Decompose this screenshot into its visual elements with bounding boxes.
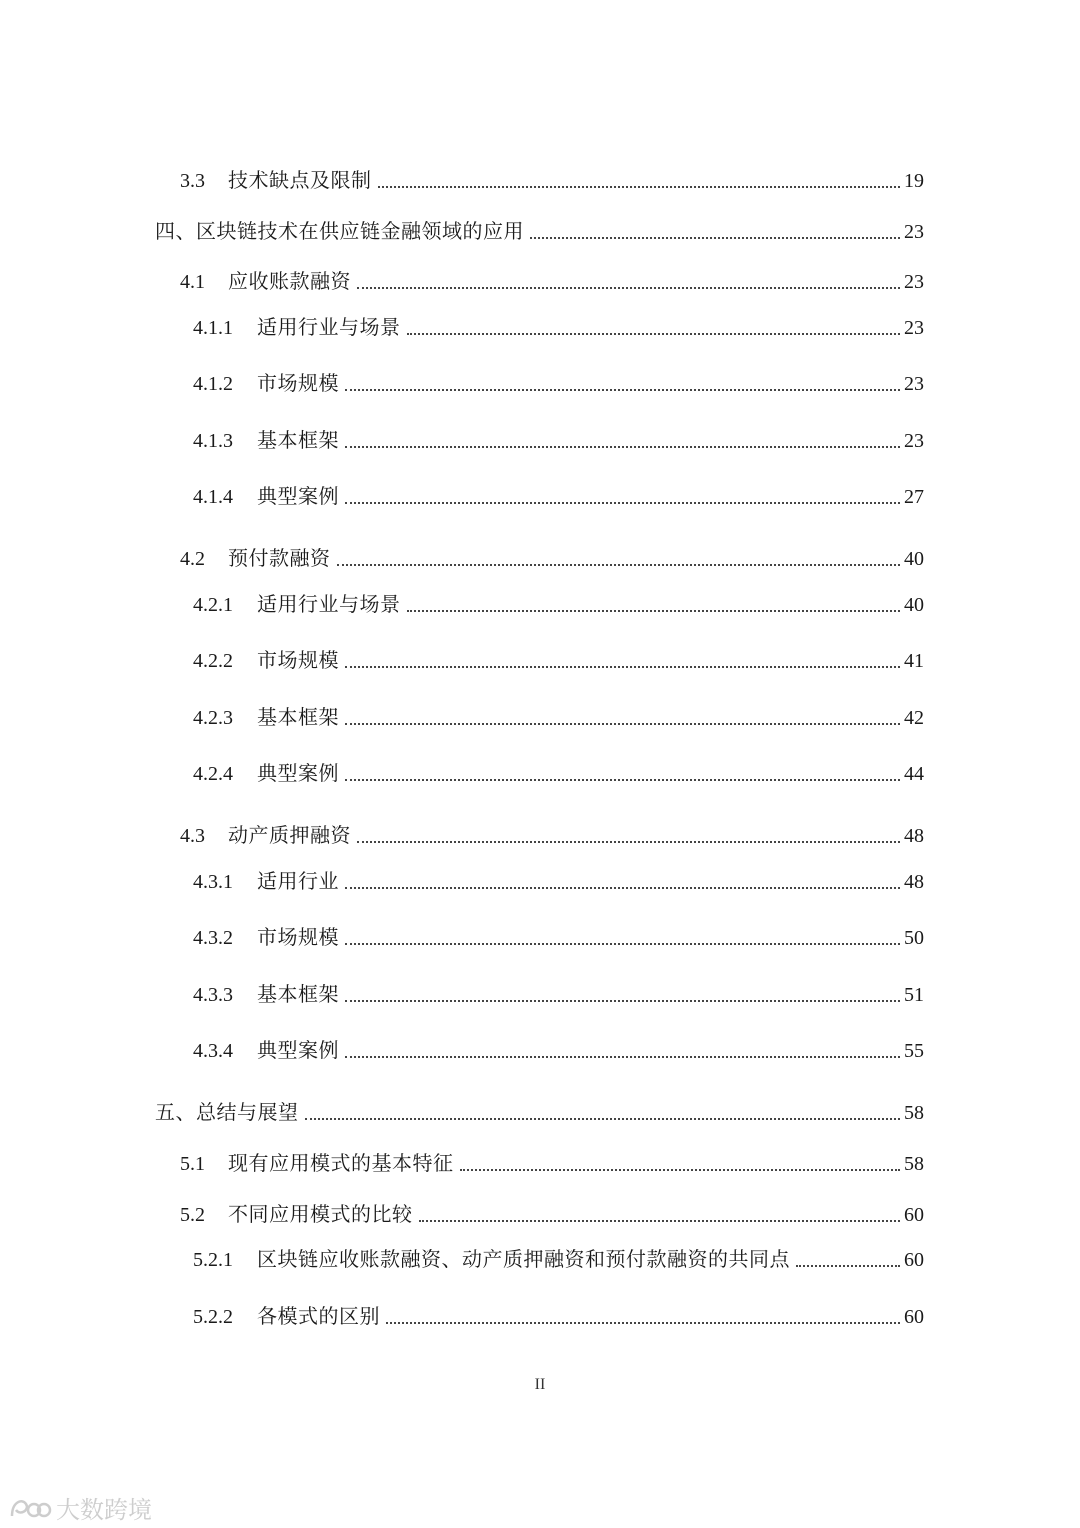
toc-entry-number: 4.2 [180, 548, 205, 570]
toc-entry[interactable] [155, 215, 924, 245]
dot-leader [345, 887, 900, 889]
toc-entry-page: 51 [904, 984, 924, 1006]
toc-entry-title: 基本框架 [257, 984, 339, 1006]
dot-leader [378, 186, 901, 188]
dot-leader [305, 1118, 901, 1120]
toc-entry-page: 27 [904, 486, 924, 508]
toc-entry[interactable] [193, 644, 924, 674]
toc-entry-page: 40 [904, 594, 924, 616]
toc-entry-page: 44 [904, 763, 924, 785]
toc-entry-number: 4.2.1 [193, 594, 233, 616]
dot-leader [386, 1322, 900, 1324]
toc-entry-number: 4.1.4 [193, 486, 233, 508]
toc-entry-title: 基本框架 [257, 707, 339, 729]
dot-leader [530, 237, 900, 239]
toc-entry[interactable] [180, 1198, 924, 1228]
toc-entry-page: 23 [904, 373, 924, 395]
toc-entry-number: 4.3.1 [193, 871, 233, 893]
toc-entry-title: 典型案例 [257, 1040, 339, 1062]
toc-entry-number: 4.3 [180, 825, 205, 847]
toc-entry-number: 4.1.2 [193, 373, 233, 395]
toc-entry-page: 42 [904, 707, 924, 729]
toc-entry-title: 典型案例 [257, 763, 339, 785]
toc-entry-title: 适用行业与场景 [257, 317, 401, 339]
toc-entry-page: 48 [904, 871, 924, 893]
toc-entry[interactable] [193, 588, 924, 618]
toc-entry-page: 60 [904, 1204, 924, 1226]
toc-entry[interactable] [180, 819, 924, 849]
dot-leader [345, 446, 900, 448]
toc-entry-page: 40 [904, 548, 924, 570]
dot-leader [345, 389, 900, 391]
toc-entry-number: 5.1 [180, 1153, 205, 1175]
toc-entry-title: 典型案例 [257, 486, 339, 508]
toc-entry-title: 市场规模 [257, 373, 339, 395]
dot-leader [345, 502, 900, 504]
toc-entry-number: 4.2.3 [193, 707, 233, 729]
toc-entry-page: 50 [904, 927, 924, 949]
dot-leader [407, 610, 901, 612]
toc-entry-number: 4.3.2 [193, 927, 233, 949]
watermark-text: 大数跨境 [56, 1496, 152, 1524]
toc-entry-page: 60 [904, 1306, 924, 1328]
toc-entry-title: 动产质押融资 [228, 825, 351, 847]
toc-entry-title: 五、总结与展望 [155, 1102, 299, 1124]
toc-entry-number: 4.2.2 [193, 650, 233, 672]
toc-entry-title: 区块链应收账款融资、动产质押融资和预付款融资的共同点 [257, 1249, 790, 1271]
dot-leader [357, 841, 900, 843]
toc-entry-page: 23 [904, 317, 924, 339]
toc-entry-number: 4.3.3 [193, 984, 233, 1006]
toc-entry[interactable] [180, 1147, 924, 1177]
toc-entry-title: 预付款融资 [228, 548, 331, 570]
dot-leader [345, 723, 900, 725]
toc-entry[interactable] [193, 311, 924, 341]
toc-entry-page: 48 [904, 825, 924, 847]
toc-entry-number: 3.3 [180, 170, 205, 192]
toc-entry[interactable] [193, 424, 924, 454]
toc-entry[interactable] [193, 367, 924, 397]
toc-entry-number: 4.3.4 [193, 1040, 233, 1062]
toc-entry[interactable] [180, 265, 924, 295]
toc-entry-page: 23 [904, 221, 924, 243]
toc-entry-number: 4.1 [180, 271, 205, 293]
toc-entry-page: 41 [904, 650, 924, 672]
dot-leader [337, 564, 901, 566]
toc-entry-title: 不同应用模式的比较 [228, 1204, 413, 1226]
watermark [8, 1490, 152, 1525]
toc-entry-number: 5.2.1 [193, 1249, 233, 1271]
toc-entry-title: 市场规模 [257, 927, 339, 949]
toc-entry-page: 58 [904, 1153, 924, 1175]
toc-entry-page: 23 [904, 271, 924, 293]
logo-icon [8, 1494, 52, 1522]
toc-entry[interactable] [193, 1300, 924, 1330]
toc-entry-page: 60 [904, 1249, 924, 1271]
toc-entry-title: 适用行业与场景 [257, 594, 401, 616]
toc-entry[interactable] [180, 164, 924, 194]
dot-leader [345, 943, 900, 945]
toc-entry[interactable] [193, 1034, 924, 1064]
toc-entry-title: 市场规模 [257, 650, 339, 672]
toc-entry-number: 4.1.3 [193, 430, 233, 452]
toc-entry-page: 58 [904, 1102, 924, 1124]
toc-entry-title: 应收账款融资 [228, 271, 351, 293]
toc-entry-title: 技术缺点及限制 [228, 170, 372, 192]
toc-entry-title: 四、区块链技术在供应链金融领域的应用 [155, 221, 524, 243]
toc-entry[interactable] [193, 978, 924, 1008]
toc-entry-page: 23 [904, 430, 924, 452]
dot-leader [460, 1169, 901, 1171]
toc-entry[interactable] [193, 701, 924, 731]
toc-entry-number: 5.2.2 [193, 1306, 233, 1328]
toc-entry[interactable] [155, 1096, 924, 1126]
dot-leader [345, 1056, 900, 1058]
page-number: II [534, 1376, 546, 1393]
toc-entry[interactable] [193, 921, 924, 951]
dot-leader [345, 1000, 900, 1002]
toc-entry[interactable] [180, 542, 924, 572]
toc-entry-title: 适用行业 [257, 871, 339, 893]
toc-entry-number: 4.2.4 [193, 763, 233, 785]
toc-entry-page: 19 [904, 170, 924, 192]
toc-entry-title: 现有应用模式的基本特征 [228, 1153, 454, 1175]
toc-entry[interactable] [193, 1243, 924, 1273]
toc-entry[interactable] [193, 757, 924, 787]
dot-leader [345, 666, 900, 668]
toc-entry[interactable] [193, 865, 924, 895]
toc-entry[interactable] [193, 480, 924, 510]
dot-leader [796, 1265, 900, 1267]
toc-entry-page: 55 [904, 1040, 924, 1062]
dot-leader [407, 333, 901, 335]
dot-leader [419, 1220, 901, 1222]
dot-leader [345, 779, 900, 781]
toc-entry-title: 基本框架 [257, 430, 339, 452]
toc-entry-title: 各模式的区别 [257, 1306, 380, 1328]
toc-entry-number: 5.2 [180, 1204, 205, 1226]
toc-entry-number: 4.1.1 [193, 317, 233, 339]
dot-leader [357, 287, 900, 289]
